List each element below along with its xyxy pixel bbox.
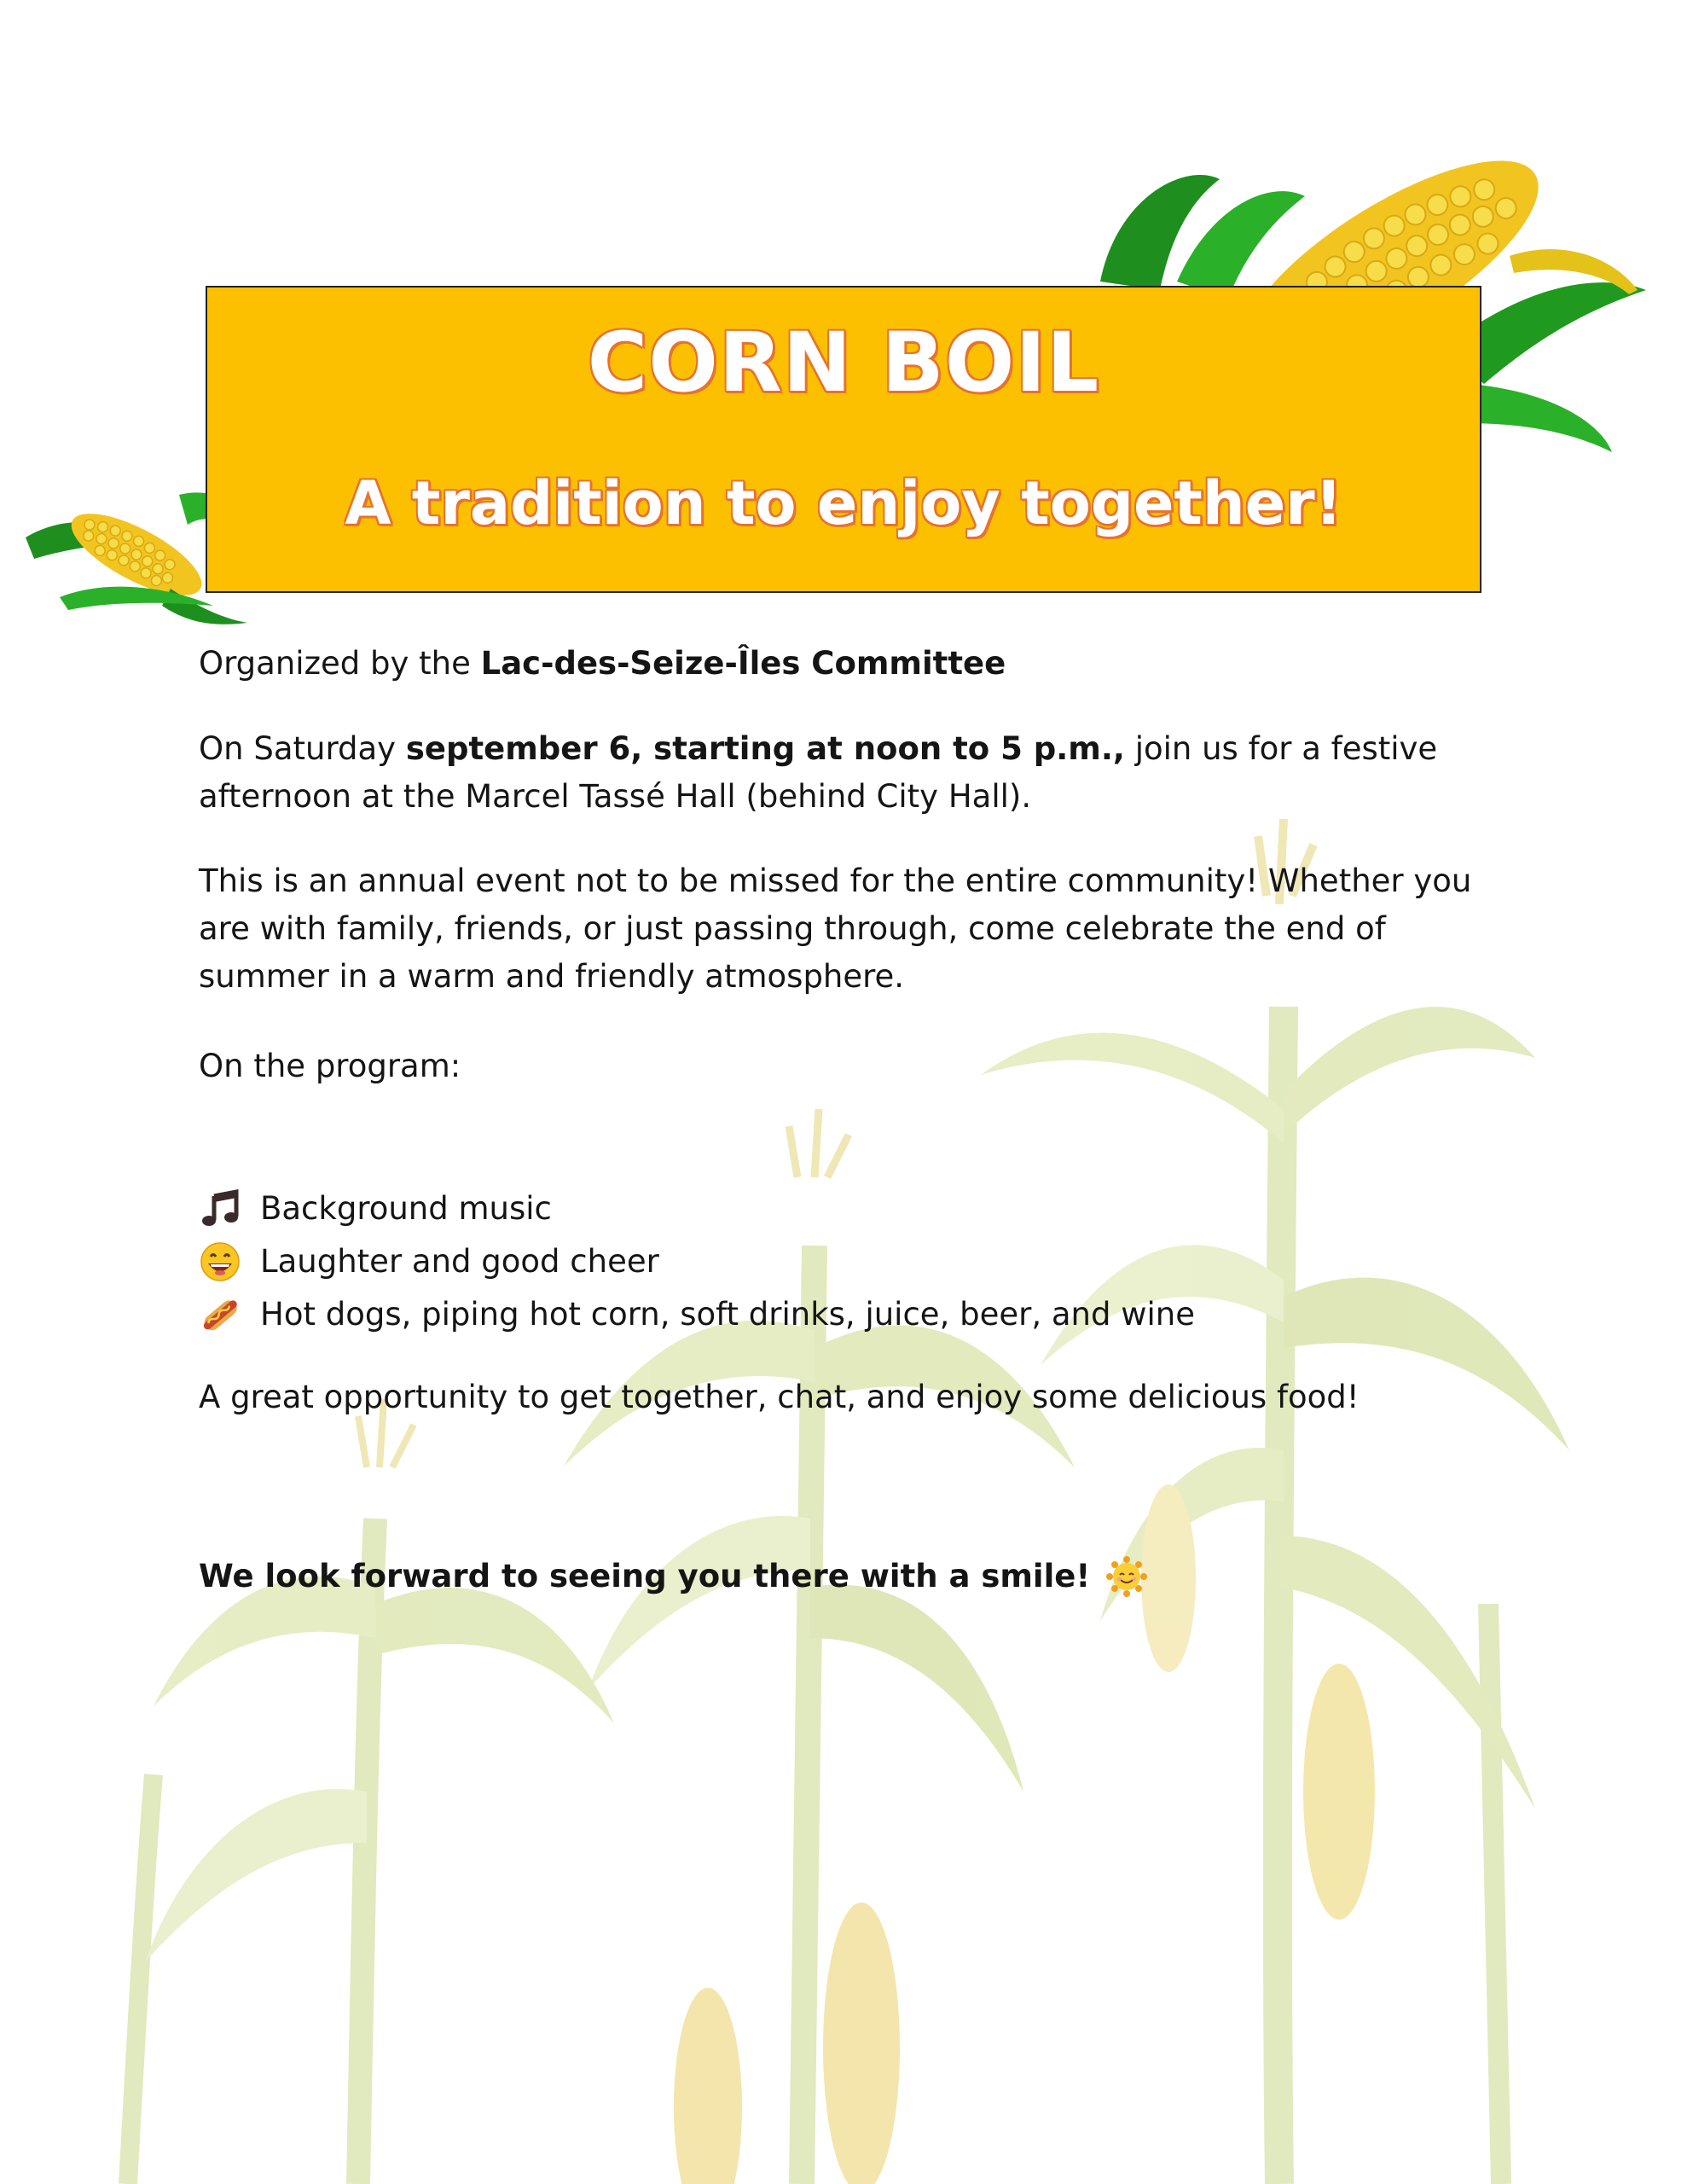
banner-title: CORN BOIL: [587, 315, 1100, 410]
music-notes-icon: [199, 1188, 241, 1230]
program-item-label: Background music: [260, 1190, 552, 1227]
organizer-name: Lac-des-Seize-Îles Committee: [480, 645, 1006, 682]
event-date-paragraph: [199, 725, 1495, 821]
program-item-label: Hot dogs, piping hot corn, soft drinks, juice, beer, and wine: [260, 1296, 1195, 1333]
event-prefix: On Saturday: [199, 730, 406, 767]
event-when: september 6, starting at noon to 5 p.m.,: [405, 730, 1125, 767]
list-item: [199, 1182, 1495, 1235]
organizer-prefix: Organized by the: [199, 645, 481, 682]
list-item: [199, 1288, 1495, 1341]
description-paragraph: This is an annual event not to be missed for the entire community! Whether you are with family, friends, or just passing through, come celebrate the end of summer in a warm and friendly atmosphere.: [199, 863, 1472, 995]
event-suffix: join us for a festive afternoon at the Marcel Tassé Hall (behind City Hall).: [199, 730, 1438, 815]
closing-line: [199, 1553, 1495, 1600]
grinning-face-icon: [199, 1240, 241, 1283]
closing-text: We look forward to seeing you there with a smile!: [199, 1558, 1091, 1594]
organizer-paragraph: [199, 640, 1495, 688]
hot-dog-icon: [199, 1293, 241, 1336]
program-heading: On the program:: [199, 1048, 461, 1084]
program-list: [199, 1182, 1495, 1341]
program-item-label: Laughter and good cheer: [260, 1243, 659, 1280]
title-banner: [206, 286, 1481, 593]
opportunity-paragraph: A great opportunity to get together, chat, and enjoy some delicious food!: [199, 1379, 1360, 1415]
smiling-sun-icon: [1105, 1555, 1148, 1598]
list-item: [199, 1235, 1495, 1288]
banner-subtitle: A tradition to enjoy together!: [345, 468, 1342, 538]
